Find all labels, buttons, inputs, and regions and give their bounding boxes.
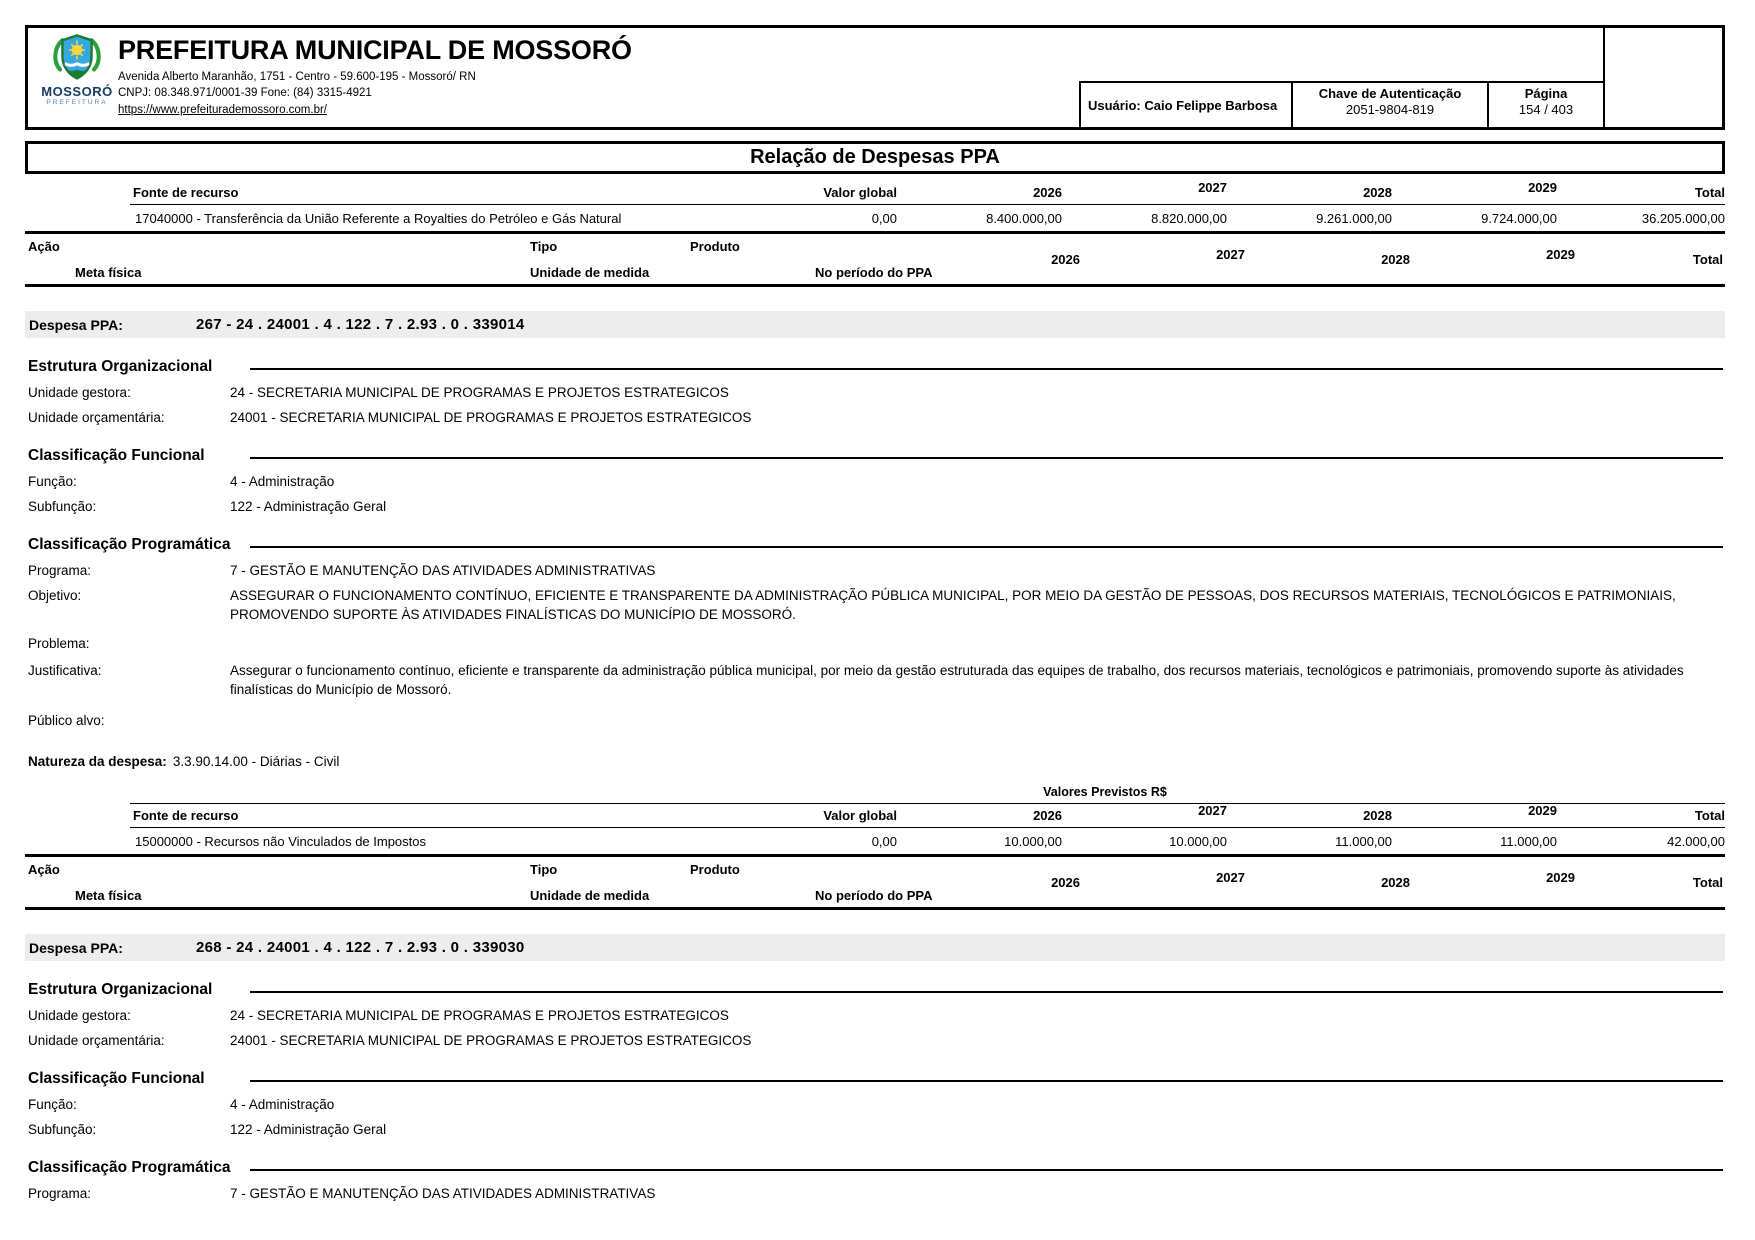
funding-row-total: 42.000,00 <box>1667 833 1725 849</box>
website-link[interactable]: https://www.prefeiturademossoro.com.br/ <box>118 103 327 116</box>
acao-year-2027: 2027 <box>1216 247 1245 262</box>
col-header-2026: 2026 <box>1033 808 1062 823</box>
funding-row-2027: 8.820.000,00 <box>1151 210 1227 226</box>
tipo-label: Tipo <box>530 239 558 254</box>
field-unidade-gestora <box>25 383 1725 402</box>
col-header-2026: 2026 <box>1033 185 1062 200</box>
acao-year-2029: 2029 <box>1546 870 1575 885</box>
heading-rule <box>250 368 1723 370</box>
section-classificacao-funcional <box>25 447 1725 466</box>
section-heading: Classificação Programática <box>28 536 231 553</box>
despesa-code: 267 - 24 . 24001 . 4 . 122 . 7 . 2.93 . 0 . 339014 <box>196 316 525 333</box>
field-unidade-orcamentaria <box>25 1031 1725 1050</box>
acao-year-2028: 2028 <box>1381 252 1410 267</box>
section-heading: Estrutura Organizacional <box>28 358 213 375</box>
field-label: Unidade gestora: <box>28 1008 131 1023</box>
funding-table-1 <box>25 181 1725 231</box>
tipo-label: Tipo <box>530 862 558 877</box>
section-estrutura-organizacional <box>25 981 1725 1000</box>
field-label: Programa: <box>28 563 92 578</box>
funding-row-2029: 11.000,00 <box>1500 833 1557 849</box>
field-value: ASSEGURAR O FUNCIONAMENTO CONTÍNUO, EFICIENTE E TRANSPARENTE DA ADMINISTRAÇÃO PÚBLICA MUNICIPAL, POR MEIO DA GESTÃO DE PESSOAS, DOS RECURSOS MATERIAIS, TECNOLÓGICOS E PATRIMONIAIS, PROMOVENDO SUPORTE ÀS ATIVIDADES FINALÍSTICAS DO MUNICÍPIO DE MOSSORÓ. <box>230 588 1676 622</box>
page-label: Página <box>1524 86 1568 101</box>
field-label: Unidade orçamentária: <box>28 410 165 425</box>
natureza-label: Natureza da despesa: <box>28 754 167 769</box>
org-identification <box>118 35 632 118</box>
page-number-cell <box>1487 81 1603 127</box>
col-header-2028: 2028 <box>1363 185 1392 200</box>
acao-label: Ação <box>28 239 60 254</box>
field-label: Função: <box>28 1097 77 1112</box>
header-meta-cells <box>1079 81 1603 127</box>
acao-header-block <box>25 854 1725 910</box>
col-header-fonte: Fonte de recurso <box>133 808 239 823</box>
col-header-2029: 2029 <box>1528 803 1557 818</box>
acao-total-label: Total <box>1692 252 1723 267</box>
field-publico-alvo <box>25 711 1725 730</box>
field-label: Público alvo: <box>28 713 105 728</box>
despesa-ppa-label: Despesa PPA: <box>29 939 123 956</box>
field-value <box>230 634 1725 653</box>
field-label: Subfunção: <box>28 499 97 514</box>
acao-year-2028: 2028 <box>1381 875 1410 890</box>
col-header-valor-global: Valor global <box>823 808 897 823</box>
section-heading: Estrutura Organizacional <box>28 981 213 998</box>
funding-row-2026: 10.000,00 <box>1004 833 1062 849</box>
field-label: Programa: <box>28 1186 92 1201</box>
section-heading: Classificação Funcional <box>28 447 205 464</box>
col-header-2029: 2029 <box>1528 180 1557 195</box>
meta-fisica-label: Meta física <box>75 888 142 903</box>
funding-table-header <box>25 181 1725 204</box>
despesa-code: 268 - 24 . 24001 . 4 . 122 . 7 . 2.93 . 0 . 339030 <box>196 939 525 956</box>
field-value: 7 - GESTÃO E MANUTENÇÃO DAS ATIVIDADES ADMINISTRATIVAS <box>230 563 656 578</box>
field-funcao <box>25 1095 1725 1114</box>
natureza-despesa-row <box>25 752 1725 771</box>
funding-row-2026: 8.400.000,00 <box>986 210 1062 226</box>
section-heading: Classificação Funcional <box>28 1070 205 1087</box>
field-problema <box>25 634 1725 653</box>
field-programa <box>25 1184 1725 1203</box>
field-label: Função: <box>28 474 77 489</box>
field-programa <box>25 561 1725 580</box>
meta-fisica-label: Meta física <box>75 265 142 280</box>
despesa-band-267 <box>25 311 1725 338</box>
periodo-ppa-label: No período do PPA <box>815 265 933 280</box>
field-subfuncao <box>25 1120 1725 1139</box>
produto-label: Produto <box>690 862 740 877</box>
report-title-bar <box>25 141 1725 174</box>
section-classificacao-programatica <box>25 1159 1725 1178</box>
acao-year-2026: 2026 <box>1051 252 1080 267</box>
org-address <box>118 69 632 118</box>
funding-row-fonte: 15000000 - Recursos não Vinculados de Impostos <box>135 833 427 849</box>
acao-total-label: Total <box>1692 875 1723 890</box>
funding-row-2028: 9.261.000,00 <box>1316 210 1392 226</box>
auth-key-label: Chave de Autenticação <box>1318 86 1462 101</box>
produto-label: Produto <box>690 239 740 254</box>
field-label: Problema: <box>28 636 90 651</box>
funding-row <box>25 205 1725 231</box>
funding-table-2 <box>25 803 1725 854</box>
heading-rule <box>250 546 1723 548</box>
page-header <box>25 25 1725 130</box>
field-funcao <box>25 472 1725 491</box>
col-header-total: Total <box>1694 808 1725 823</box>
field-value: 24 - SECRETARIA MUNICIPAL DE PROGRAMAS E PROJETOS ESTRATEGICOS <box>230 1008 729 1023</box>
field-label: Unidade orçamentária: <box>28 1033 165 1048</box>
unidade-medida-label: Unidade de medida <box>530 265 650 280</box>
despesa-ppa-label: Despesa PPA: <box>29 316 123 333</box>
funding-row <box>25 828 1725 854</box>
col-header-2028: 2028 <box>1363 808 1392 823</box>
field-value: 122 - Administração Geral <box>230 1122 387 1137</box>
field-unidade-orcamentaria <box>25 408 1725 427</box>
field-subfuncao <box>25 497 1725 516</box>
logo-subtitle: PREFEITURA <box>46 99 108 106</box>
section-heading: Classificação Programática <box>28 1159 231 1176</box>
address-line: Avenida Alberto Maranhão, 1751 - Centro - 59.600-195 - Mossoró/ RN <box>118 71 476 83</box>
field-value: Assegurar o funcionamento contínuo, eficiente e transparente da administração pública municipal, por meio da gestão estruturada das equipes de trabalho, dos recursos materiais, tecnológicos e patrimoniais, promovendo suporte às atividades finalísticas do Município de Mossoró. <box>230 663 1684 697</box>
funding-table-header <box>25 804 1725 827</box>
field-value: 24001 - SECRETARIA MUNICIPAL DE PROGRAMAS E PROJETOS ESTRATEGICOS <box>230 1033 752 1048</box>
col-header-2027: 2027 <box>1198 803 1227 818</box>
field-value: 122 - Administração Geral <box>230 499 387 514</box>
field-value <box>230 711 1725 730</box>
field-value: 24001 - SECRETARIA MUNICIPAL DE PROGRAMAS E PROJETOS ESTRATEGICOS <box>230 410 752 425</box>
field-value: 4 - Administração <box>230 1097 335 1112</box>
funding-row-valor-global: 0,00 <box>871 833 897 849</box>
funding-row-2029: 9.724.000,00 <box>1481 210 1557 226</box>
funding-row-2028: 11.000,00 <box>1335 833 1392 849</box>
heading-rule <box>250 1169 1723 1171</box>
field-objetivo <box>25 586 1725 624</box>
section-estrutura-organizacional <box>25 358 1725 377</box>
field-value: 4 - Administração <box>230 474 335 489</box>
page-number: 154 / 403 <box>1518 102 1574 117</box>
acao-year-2026: 2026 <box>1051 875 1080 890</box>
col-header-fonte: Fonte de recurso <box>133 185 239 200</box>
heading-rule <box>250 457 1723 459</box>
field-justificativa <box>25 661 1725 699</box>
auth-key-value: 2051-9804-819 <box>1345 102 1435 117</box>
funding-row-fonte: 17040000 - Transferência da União Referente a Royalties do Petróleo e Gás Natural <box>135 210 622 226</box>
col-header-total: Total <box>1694 185 1725 200</box>
section-classificacao-programatica <box>25 536 1725 555</box>
cnpj-phone-line: CNPJ: 08.348.971/0001-39 Fone: (84) 3315-4921 <box>118 87 372 100</box>
acao-year-2027: 2027 <box>1216 870 1245 885</box>
header-empty-cell <box>1603 28 1722 127</box>
funding-row-2027: 10.000,00 <box>1169 833 1227 849</box>
col-header-valor-global: Valor global <box>823 185 897 200</box>
funding-row-total: 36.205.000,00 <box>1641 210 1725 226</box>
user-cell: Usuário: Caio Felippe Barbosa <box>1079 81 1291 127</box>
despesa-band-268 <box>25 934 1725 961</box>
valores-previstos-label: Valores Previstos R$ <box>1043 785 1167 799</box>
acao-header-block <box>25 231 1725 287</box>
field-value: 7 - GESTÃO E MANUTENÇÃO DAS ATIVIDADES ADMINISTRATIVAS <box>230 1186 656 1201</box>
report-title: Relação de Despesas PPA <box>750 146 1000 168</box>
field-label: Justificativa: <box>28 663 102 678</box>
col-header-2027: 2027 <box>1198 180 1227 195</box>
auth-key-cell <box>1291 81 1487 127</box>
heading-rule <box>250 1080 1723 1082</box>
field-label: Objetivo: <box>28 588 82 603</box>
natureza-value: 3.3.90.14.00 - Diárias - Civil <box>172 754 340 769</box>
org-name: PREFEITURA MUNICIPAL DE MOSSORÓ <box>118 35 632 65</box>
section-classificacao-funcional <box>25 1070 1725 1089</box>
field-label: Subfunção: <box>28 1122 97 1137</box>
funding-row-valor-global: 0,00 <box>871 210 897 226</box>
heading-rule <box>250 991 1723 993</box>
field-label: Unidade gestora: <box>28 385 131 400</box>
acao-label: Ação <box>28 862 60 877</box>
field-value: 24 - SECRETARIA MUNICIPAL DE PROGRAMAS E PROJETOS ESTRATEGICOS <box>230 385 729 400</box>
logo-wordmark: MOSSORÓ <box>41 84 113 99</box>
city-logo <box>38 33 116 108</box>
unidade-medida-label: Unidade de medida <box>530 888 650 903</box>
periodo-ppa-label: No período do PPA <box>815 888 933 903</box>
field-unidade-gestora <box>25 1006 1725 1025</box>
acao-year-2029: 2029 <box>1546 247 1575 262</box>
mossoro-crest-icon <box>50 67 104 84</box>
